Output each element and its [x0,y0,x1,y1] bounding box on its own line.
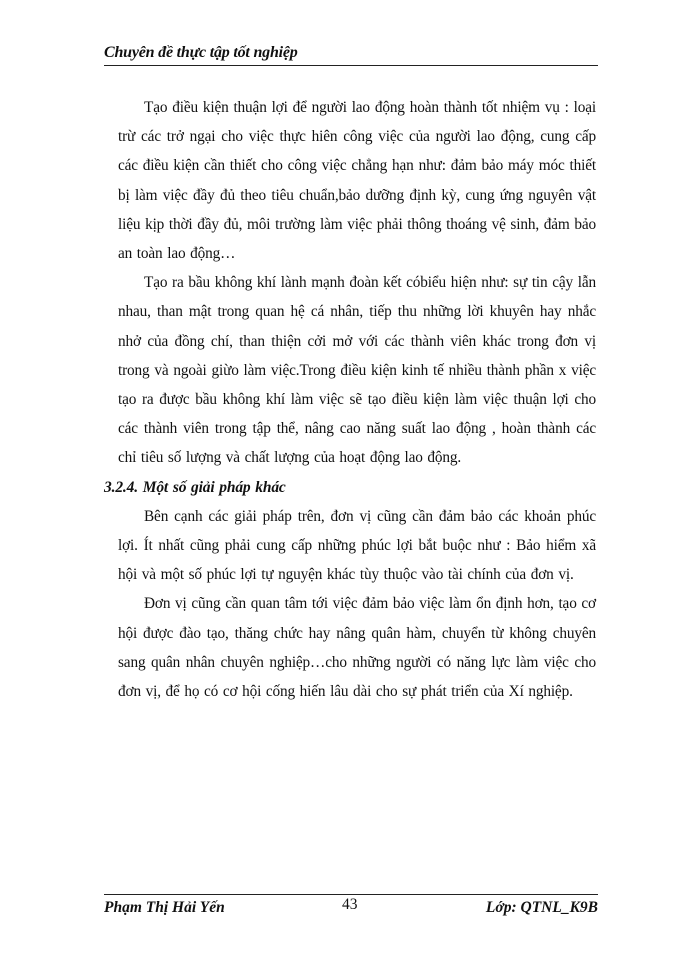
body-paragraph: Bên cạnh các giải pháp trên, đơn vị cũng cần đảm bảo các khoản phúc lợi. Ít nhất cũng phải cung cấp những phúc lợi bắt buộc như : Bảo hiểm xã hội và một số phúc lợi tự nguyện khác tùy thuộc vào tài chính của đơn vị. [118,507,596,584]
body-paragraph: Đơn vị cũng cần quan tâm tới việc đảm bảo việc làm ổn định hơn, tạo cơ hội được đào tạo, thăng chức hay nâng quân hàm, chuyển từ không chuyên sang quân nhân chuyên nghiệp…cho những người có năng lực làm việc cho đơn vị, để họ có cơ hội cống hiến lâu dài cho sự phát triển của Xí nghiệp. [118,595,596,701]
footer-class-label: Lớp: QTNL_K9B [485,899,598,916]
document-body [104,93,596,706]
header-title: Chuyên đề thực tập tốt nghiệp [104,44,298,61]
page-header [104,42,598,68]
body-paragraph: Tạo điều kiện thuận lợi để người lao động hoàn thành tốt nhiệm vụ : loại trừ các trở ngại cho việc thực hiên công việc của người lao động, cung cấp các điều kiện cần thiết cho công việc chẳng hạn như: đảm bảo máy móc thiết bị làm việc đầy đủ theo tiêu chuẩn,bảo dưỡng định kỳ, cung ứng nguyên vật liệu kịp thời đầy đủ, môi trường làm việc phải thông thoáng vệ sinh, đảm bảo an toàn lao động… [118,99,596,263]
header-divider [104,65,598,66]
page-number: 43 [342,896,358,913]
footer-author: Phạm Thị Hải Yến [104,899,225,916]
section-heading: 3.2.4. Một số giải pháp khác [104,478,286,496]
page-footer [104,882,598,922]
body-paragraph: Tạo ra bầu không khí lành mạnh đoàn kết cóbiểu hiện như: sự tin cậy lẫn nhau, than mật trong quan hệ cá nhân, tiếp thu những lời khuyên hay nhắc nhở của đồng chí, than thiện cởi mở với các thành viên khác trong đơn vị trong và ngoài giừo làm việc.Trong điều kiện kinh tế nhiều thành phần x việc tạo ra được bầu không khí làm việc sẽ tạo điều kiện làm việc thuận lợi cho các thành viên trong tập thể, nâng cao năng suất lao động , hoàn thành các chỉ tiêu số lượng và chất lượng của hoạt động lao động. [118,274,596,467]
